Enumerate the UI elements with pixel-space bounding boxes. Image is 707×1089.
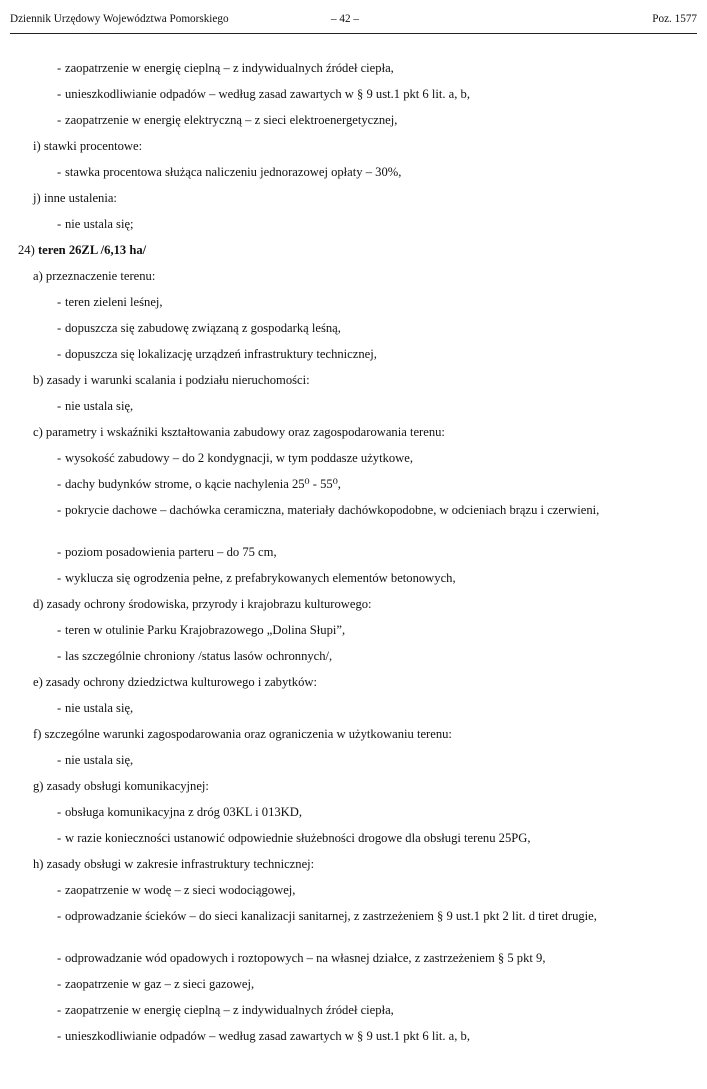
bullet-dash: - [57, 217, 62, 231]
bullet-text: poziom posadowienia parteru – do 75 cm, [65, 545, 277, 559]
bullet-text: zaopatrzenie w energię elektryczną – z sieci elektroenergetycznej, [65, 113, 398, 127]
bullet-text: nie ustala się; [65, 217, 134, 231]
bullet-text: zaopatrzenie w wodę – z sieci wodociągowej, [65, 883, 296, 897]
bullet-dash: - [57, 623, 62, 637]
bullet-dash: - [57, 1029, 62, 1043]
page-number: – 42 – [331, 13, 359, 25]
subsection-heading: g) zasady obsługi komunikacyjnej: [33, 779, 209, 793]
bullet-text: obsługa komunikacyjna z dróg 03KL i 013KD, [65, 805, 303, 819]
bullet-dash: - [57, 477, 62, 491]
bullet-dash: - [57, 321, 62, 335]
bullet-dash: - [57, 883, 62, 897]
bullet-dash: - [57, 347, 62, 361]
bullet-dash: - [57, 753, 62, 767]
bullet-text: pokrycie dachowe – dachówka ceramiczna, materiały dachówkopodobne, w odcieniach brązu i czerwieni, [65, 503, 600, 517]
bullet-item [57, 571, 697, 586]
bullet-item [57, 347, 697, 362]
bullet-item [57, 831, 697, 846]
bullet-item [57, 477, 697, 492]
bullet-item [57, 909, 697, 924]
bullet-dash: - [57, 951, 62, 965]
position-number: Poz. 1577 [652, 13, 697, 25]
bullet-dash: - [57, 977, 62, 991]
bullet-text: nie ustala się, [65, 399, 134, 413]
subsection-heading: j) inne ustalenia: [33, 191, 117, 205]
bullet-dash: - [57, 831, 62, 845]
bullet-dash: - [57, 295, 62, 309]
bullet-item [57, 753, 697, 768]
bullet-item [57, 649, 697, 664]
bullet-text: dopuszcza się zabudowę związaną z gospodarką leśną, [65, 321, 341, 335]
bullet-dash: - [57, 451, 62, 465]
bullet-text: wyklucza się ogrodzenia pełne, z prefabrykowanych elementów betonowych, [65, 571, 456, 585]
bullet-item [57, 1003, 697, 1018]
bullet-item [57, 503, 697, 518]
subsection-heading: a) przeznaczenie terenu: [33, 269, 156, 283]
bullet-item [57, 61, 697, 76]
bullet-item [57, 217, 697, 232]
bullet-dash: - [57, 909, 62, 923]
bullet-text: dopuszcza się lokalizację urządzeń infrastruktury technicznej, [65, 347, 377, 361]
bullet-text: nie ustala się, [65, 701, 134, 715]
bullet-item [57, 701, 697, 716]
bullet-dash: - [57, 545, 62, 559]
bullet-item [57, 805, 697, 820]
bullet-dash: - [57, 113, 62, 127]
subsection-heading: d) zasady ochrony środowiska, przyrody i krajobrazu kulturowego: [33, 597, 372, 611]
bullet-dash: - [57, 87, 62, 101]
bullet-text: stawka procentowa służąca naliczeniu jednorazowej opłaty – 30%, [65, 165, 402, 179]
bullet-item [57, 977, 697, 992]
subsection-heading: c) parametry i wskaźniki kształtowania zabudowy oraz zagospodarowania terenu: [33, 425, 445, 439]
bullet-text: odprowadzanie wód opadowych i roztopowych – na własnej działce, z zastrzeżeniem § 5 pkt 9, [65, 951, 546, 965]
journal-title: Dziennik Urzędowy Województwa Pomorskiego [10, 13, 229, 25]
bullet-item [57, 295, 697, 310]
bullet-dash: - [57, 165, 62, 179]
bullet-dash: - [57, 1003, 62, 1017]
subsection-heading: b) zasady i warunki scalania i podziału nieruchomości: [33, 373, 310, 387]
bullet-item [57, 165, 697, 180]
bullet-dash: - [57, 805, 62, 819]
bullet-dash: - [57, 649, 62, 663]
bullet-text: teren zieleni leśnej, [65, 295, 163, 309]
section-item [18, 243, 146, 258]
bullet-dash: - [57, 61, 62, 75]
subsection-heading: f) szczególne warunki zagospodarowania oraz ograniczenia w użytkowaniu terenu: [33, 727, 452, 741]
bullet-text: las szczególnie chroniony /status lasów ochronnych/, [65, 649, 333, 663]
subsection-heading: e) zasady ochrony dziedzictwa kulturowego i zabytków: [33, 675, 317, 689]
header-rule [10, 33, 697, 34]
bullet-item [57, 1029, 697, 1044]
item-title: teren 26ZL /6,13 ha/ [37, 243, 147, 257]
bullet-text: w razie konieczności ustanowić odpowiednie służebności drogowe dla obsługi terenu 25PG, [65, 831, 531, 845]
bullet-text: unieszkodliwianie odpadów – według zasad zawartych w § 9 ust.1 pkt 6 lit. a, b, [65, 1029, 471, 1043]
bullet-dash: - [57, 571, 62, 585]
bullet-item [57, 883, 697, 898]
bullet-item [57, 399, 697, 414]
bullet-text: zaopatrzenie w gaz – z sieci gazowej, [65, 977, 255, 991]
bullet-text: nie ustala się, [65, 753, 134, 767]
bullet-text: wysokość zabudowy – do 2 kondygnacji, w tym poddasze użytkowe, [65, 451, 414, 465]
bullet-text: zaopatrzenie w energię cieplną – z indywidualnych źródeł ciepła, [65, 1003, 394, 1017]
bullet-text: zaopatrzenie w energię cieplną – z indywidualnych źródeł ciepła, [65, 61, 394, 75]
subsection-heading: h) zasady obsługi w zakresie infrastruktury technicznej: [33, 857, 315, 871]
bullet-item [57, 623, 697, 638]
bullet-text: teren w otulinie Parku Krajobrazowego „Dolina Słupi”, [65, 623, 346, 637]
bullet-item [57, 113, 697, 128]
bullet-dash: - [57, 503, 62, 517]
bullet-text: unieszkodliwianie odpadów – według zasad zawartych w § 9 ust.1 pkt 6 lit. a, b, [65, 87, 471, 101]
bullet-item [57, 321, 697, 336]
bullet-item [57, 451, 697, 466]
bullet-dash: - [57, 399, 62, 413]
bullet-item [57, 87, 697, 102]
page-header [10, 13, 697, 29]
bullet-text: dachy budynków strome, o kącie nachylenia 25⁰ - 55⁰, [65, 477, 341, 491]
bullet-dash: - [57, 701, 62, 715]
bullet-item [57, 545, 697, 560]
bullet-text: odprowadzanie ścieków – do sieci kanalizacji sanitarnej, z zastrzeżeniem § 9 ust.1 pkt 2 lit. d tiret drugie, [65, 909, 597, 923]
item-number: 24) [18, 243, 38, 257]
bullet-item [57, 951, 697, 966]
subsection-heading: i) stawki procentowe: [33, 139, 143, 153]
